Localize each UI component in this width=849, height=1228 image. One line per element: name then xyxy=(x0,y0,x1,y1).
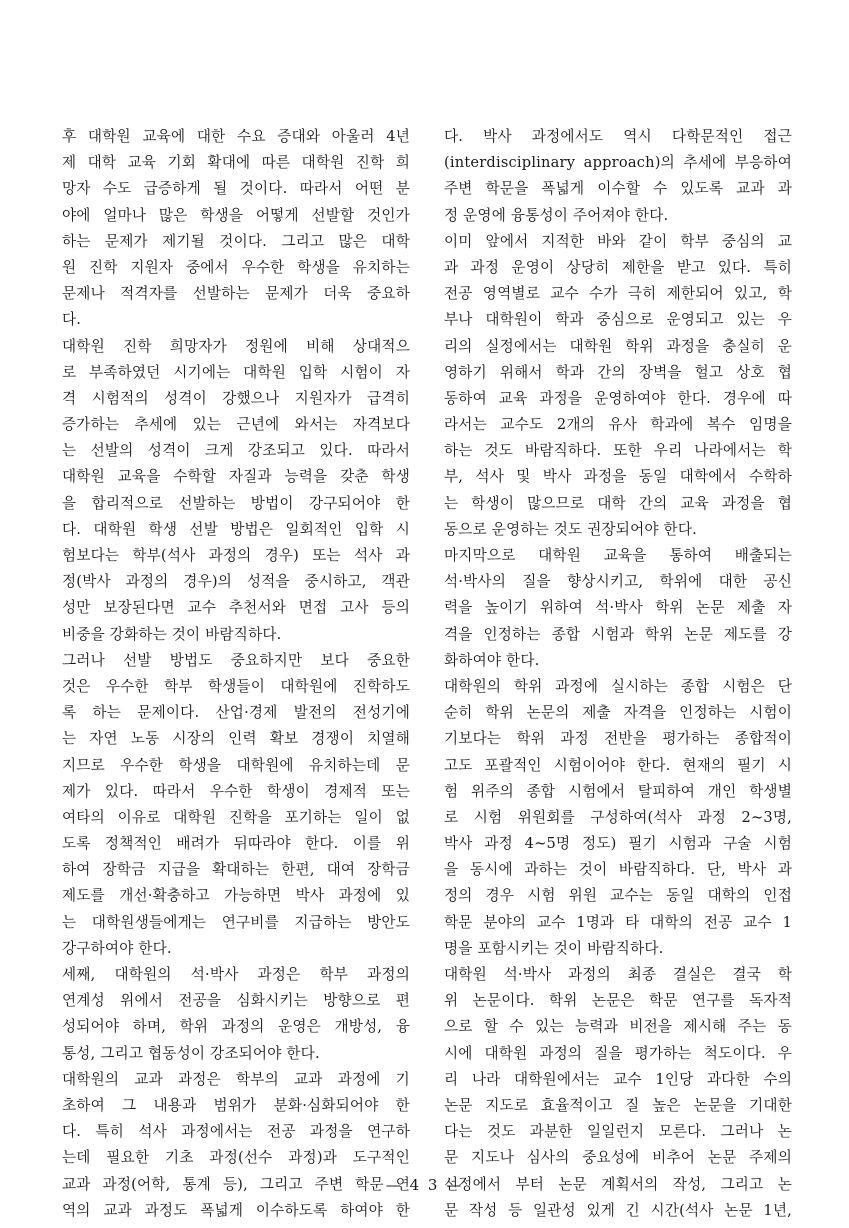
text-line: 박사 과정 4~5명 정도) 필기 시험과 구술 시험 xyxy=(444,835,792,853)
text-line: 부, 석사 및 박사 과정을 동일 대학에서 수학하 xyxy=(444,468,792,486)
text-line: 라서는 교수도 2개의 유사 학과에 복수 임명을 xyxy=(444,416,792,434)
text-line: 통성, 그리고 협동성이 강조되어야 한다. xyxy=(62,1044,320,1062)
text-line: 이미 앞에서 지적한 바와 같이 학부 중심의 교 xyxy=(444,232,792,250)
text-line: 세째, 대학원의 석·박사 과정은 학부 과정의 xyxy=(62,966,410,983)
text-line: 하는 문제가 제기될 것이다. 그리고 많은 대학 xyxy=(62,232,410,250)
text-line: 시에 대학원 과정의 질을 평가하는 척도이다. 우 xyxy=(444,1044,792,1062)
text-line: 는 대학원생들에게는 연구비를 지급하는 방안도 xyxy=(62,913,410,931)
text-line: 증가하는 추세에 있는 근년에 와서는 자격보다 xyxy=(62,416,410,434)
text-line: 험 위주의 종합 시험에서 탈피하여 개인 학생별 xyxy=(444,782,792,800)
text-line: 격 시험적의 성격이 강했으나 지원자가 급격히 xyxy=(62,389,410,407)
text-line: 문 지도나 심사의 중요성에 비추어 논문 주제의 xyxy=(444,1149,792,1167)
text-line: 문 작성 등 일관성 있게 긴 시간(석사 논문 1년, xyxy=(444,1201,792,1219)
text-line: 위 논문이다. 학위 논문은 학문 연구를 독자적 xyxy=(444,992,792,1010)
text-line: 을 합리적으로 선발하는 방법이 강구되어야 한 xyxy=(62,494,410,512)
right-text-column xyxy=(444,124,792,1224)
text-line: 제가 있다. 따라서 우수한 학생이 경제적 또는 xyxy=(62,782,410,800)
text-line: 동으로 운영하는 것도 권장되어야 한다. xyxy=(444,520,697,538)
text-line: 하여 장학금 지급을 확대하는 한편, 대여 장학금 xyxy=(62,861,410,879)
text-line: 후 대학원 교육에 대한 수요 증대와 아울러 4년 xyxy=(62,128,410,145)
text-line: 전공 영역별로 교수 수가 극히 제한되어 있고, 학 xyxy=(444,285,792,303)
text-line: 기보다는 학위 과정 전반을 평가하는 종합적이 xyxy=(444,730,792,748)
text-line: 것은 우수한 학부 학생들이 대학원에 진학하도 xyxy=(62,677,410,695)
text-line: 록 하는 문제이다. 산업·경제 발전의 전성기에 xyxy=(62,704,410,722)
page-number: — 4 3 — xyxy=(385,1176,464,1194)
text-line: 다. 대학원 학생 선발 방법은 일회적인 입학 시 xyxy=(62,520,410,538)
text-line: 다는 것도 과분한 일일런지 모른다. 그러나 논 xyxy=(444,1123,792,1141)
text-line: 격을 인정하는 종합 시험과 학위 논문 제도를 강 xyxy=(444,625,792,643)
text-line: 로 부족하였던 시기에는 대학원 입학 시험이 자 xyxy=(62,363,410,381)
text-line: 주변 학문을 폭넓게 이수할 수 있도록 교과 과 xyxy=(444,180,792,198)
text-line: 마지막으로 대학원 교육을 통하여 배출되는 xyxy=(444,547,792,564)
text-line: 대학원 교육을 수학할 자질과 능력을 갖춘 학생 xyxy=(62,468,410,486)
text-line: 야에 얼마나 많은 학생을 어떻게 선발할 것인가 xyxy=(62,206,410,224)
text-line: 초하여 그 내용과 범위가 분화·심화되어야 한 xyxy=(62,1096,410,1114)
text-line: 험보다는 학부(석사 과정의 경우) 또는 석사 과 xyxy=(62,547,410,564)
text-line: 제 대학 교육 기회 확대에 따른 대학원 진학 희 xyxy=(62,154,410,172)
text-line: 화하여야 한다. xyxy=(444,651,540,669)
text-line: 교과 과정(어학, 통계 등), 그리고 주변 학문 연 xyxy=(62,1175,410,1193)
text-line: 대학원의 교과 과정은 학부의 교과 과정에 기 xyxy=(62,1070,410,1088)
text-line: 그러나 선발 방법도 중요하지만 보다 중요한 xyxy=(62,651,410,669)
text-line: 강구하여야 한다. xyxy=(62,939,172,957)
text-line: 명을 포함시키는 것이 바람직하다. xyxy=(444,939,664,957)
text-line: 부나 대학원이 학과 중심으로 운영되고 있는 우 xyxy=(444,311,792,329)
text-line: 석·박사의 질을 향상시키고, 학위에 대한 공신 xyxy=(444,573,792,591)
text-line: 학문 분야의 교수 1명과 타 대학의 전공 교수 1 xyxy=(444,913,792,931)
text-line: 지므로 우수한 학생을 대학원에 유치하는데 문 xyxy=(62,756,410,774)
text-line: 다. xyxy=(62,311,82,329)
text-line: 대학원의 학위 과정에 실시하는 종합 시험은 단 xyxy=(444,677,792,695)
text-line: 대학원 석·박사 과정의 최종 결실은 결국 학 xyxy=(444,966,792,983)
text-line: 대학원 진학 희망자가 정원에 비해 상대적으 xyxy=(62,337,410,355)
text-line: 성되어야 하며, 학위 과정의 운영은 개방성, 융 xyxy=(62,1018,410,1036)
text-line: 원 진학 지원자 중에서 우수한 학생을 유치하는 xyxy=(62,258,410,276)
text-line: 논문 지도로 효율적이고 질 높은 논문을 기대한 xyxy=(444,1096,792,1114)
left-text-column xyxy=(62,124,410,1224)
text-line: 는 학생이 많으므로 대학 간의 교육 과정을 협 xyxy=(444,494,792,512)
text-line: 망자 수도 급증하게 될 것이다. 따라서 어떤 분 xyxy=(62,180,410,198)
text-line: 는 선발의 성격이 크게 강조되고 있다. 따라서 xyxy=(62,442,410,460)
text-line: 역의 교과 과정도 폭넓게 이수하도록 하여야 한 xyxy=(62,1201,410,1219)
text-line: 연계성 위에서 전공을 심화시키는 방향으로 편 xyxy=(62,992,410,1010)
text-line: 정(박사 과정의 경우)의 성적을 중시하고, 객관 xyxy=(62,573,410,591)
text-line: (interdisciplinary approach)의 추세에 부응하여 xyxy=(444,154,792,172)
text-line: 선정에서 부터 논문 계획서의 작성, 그리고 논 xyxy=(444,1175,792,1193)
text-line: 는 자연 노동 시장의 인력 확보 경쟁이 치열해 xyxy=(62,730,410,748)
text-line: 성만 보장된다면 교수 추천서와 면접 고사 등의 xyxy=(62,599,410,617)
text-line: 력을 높이기 위하여 석·박사 학위 논문 제출 자 xyxy=(444,599,792,617)
text-line: 다. 특히 석사 과정에서는 전공 과정을 연구하 xyxy=(62,1123,410,1141)
text-line: 정 운영에 융통성이 주어져야 한다. xyxy=(444,206,669,224)
text-line: 비중을 강화하는 것이 바람직하다. xyxy=(62,625,282,643)
text-line: 로 시험 위원회를 구성하여(석사 과정 2~3명, xyxy=(444,808,792,826)
text-line: 동하여 교육 과정을 운영하여야 한다. 경우에 따 xyxy=(444,389,792,407)
text-line: 리 나라 대학원에서는 교수 1인당 과다한 수의 xyxy=(444,1070,792,1088)
text-line: 순히 학위 논문의 제출 자격을 인정하는 시험이 xyxy=(444,704,792,722)
text-line: 는데 필요한 기초 과정(선수 과정)과 도구적인 xyxy=(62,1149,410,1167)
text-line: 을 동시에 과하는 것이 바람직하다. 단, 박사 과 xyxy=(444,861,792,879)
text-line: 정의 경우 시험 위원 교수는 동일 대학의 인접 xyxy=(444,887,792,905)
text-line: 영하기 위해서 학과 간의 장벽을 헐고 상호 협 xyxy=(444,363,792,381)
text-line: 다. 박사 과정에서도 역시 다학문적인 접근 xyxy=(444,128,792,145)
text-line: 문제나 적격자를 선발하는 문제가 더욱 중요하 xyxy=(62,285,410,303)
text-line: 으로 할 수 있는 능력과 비전을 제시해 주는 동 xyxy=(444,1018,792,1036)
text-line: 과 과정 운영이 상당히 제한을 받고 있다. 특히 xyxy=(444,258,792,276)
text-line: 도록 정책적인 배려가 뒤따라야 한다. 이를 위 xyxy=(62,835,410,853)
text-line: 하는 것도 바람직하다. 또한 우리 나라에서는 학 xyxy=(444,442,792,460)
text-line: 고도 포괄적인 시험이어야 한다. 현재의 필기 시 xyxy=(444,756,792,774)
text-line: 리의 실정에서는 대학원 학위 과정을 충실히 운 xyxy=(444,337,792,355)
text-line: 여타의 이유로 대학원 진학을 포기하는 일이 없 xyxy=(62,808,410,826)
text-line: 제도를 개선·확충하고 가능하면 박사 과정에 있 xyxy=(62,887,410,905)
